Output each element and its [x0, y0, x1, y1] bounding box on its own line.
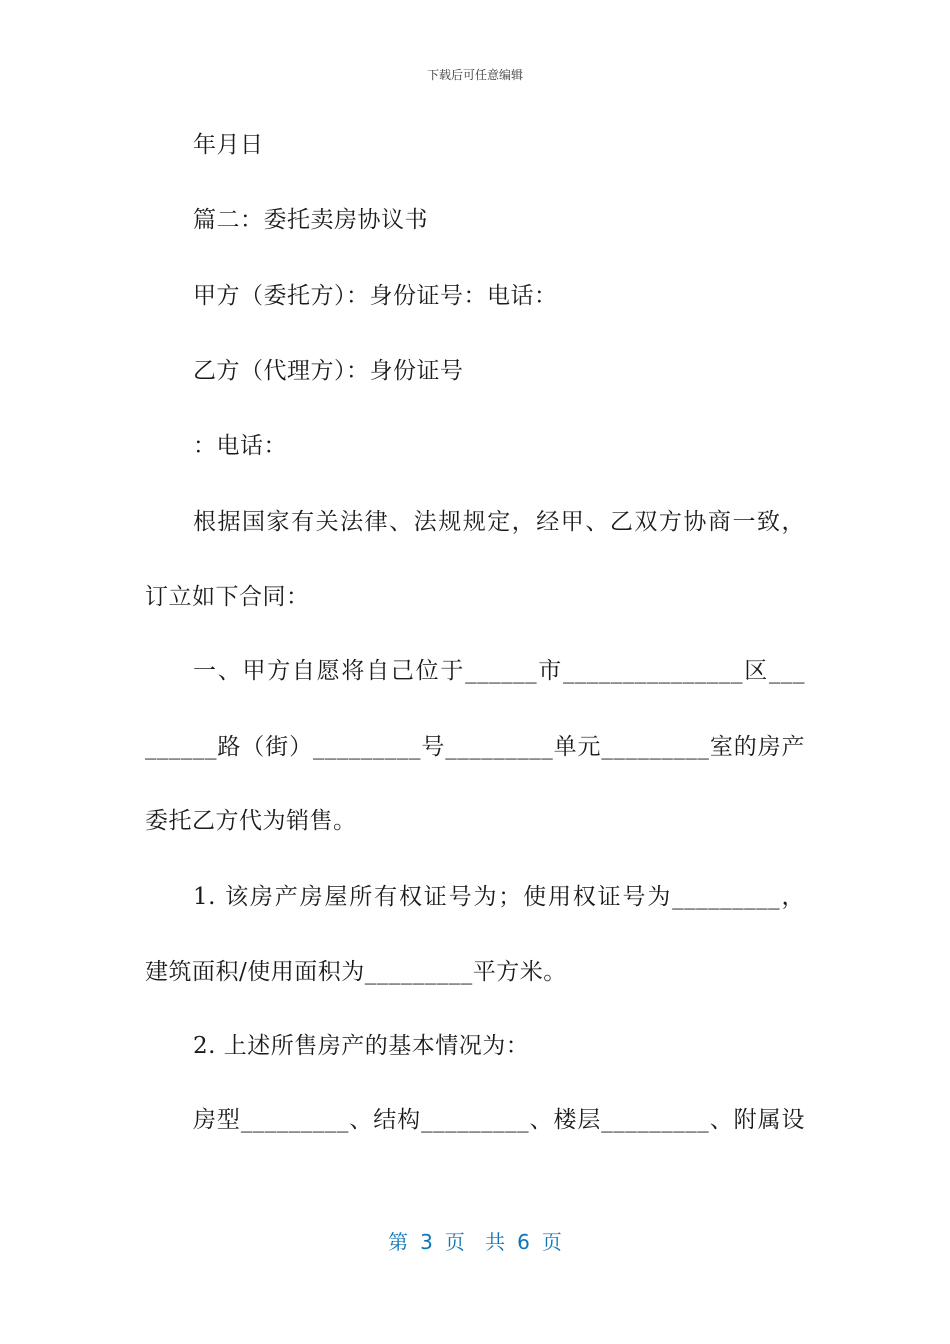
- clause-1-line-1: 一、甲方自愿将自己位于______市_______________区___: [193, 658, 805, 684]
- clause-1-line-3: 委托乙方代为销售。: [145, 808, 357, 834]
- preamble-line-2: 订立如下合同：: [145, 584, 310, 610]
- item-1-line-2: 建筑面积/使用面积为_________平方米。: [145, 959, 567, 985]
- clause-1-line-2: ______路（街）_________号_________单元_________室的房产: [145, 734, 805, 760]
- footer-prefix: 第: [388, 1230, 409, 1254]
- party-a-line: 甲方（委托方）：身份证号：电话：: [193, 283, 558, 309]
- section-title: 篇二：委托卖房协议书: [193, 207, 428, 233]
- footer-total-pages: 6: [517, 1230, 530, 1254]
- page-number-footer: [0, 1226, 950, 1255]
- party-b-line: 乙方（代理方）：身份证号: [193, 358, 464, 384]
- item-1-line-1: 1. 该房产房屋所有权证号为；使用权证号为_________，: [193, 884, 805, 910]
- page-header-note: 下载后可任意编辑: [426, 68, 523, 82]
- date-line: 年月日: [193, 132, 264, 158]
- footer-middle: 页 共: [444, 1230, 506, 1254]
- footer-current-page: 3: [420, 1230, 433, 1254]
- party-b-phone-line: ：电话：: [193, 433, 287, 459]
- house-details-line: 房型_________、结构_________、楼层_________、附属设: [193, 1107, 805, 1133]
- item-2-line: 2. 上述所售房产的基本情况为：: [193, 1033, 530, 1059]
- preamble-line-1: 根据国家有关法律、法规规定，经甲、乙双方协商一致，: [193, 509, 805, 535]
- footer-suffix: 页: [541, 1230, 562, 1254]
